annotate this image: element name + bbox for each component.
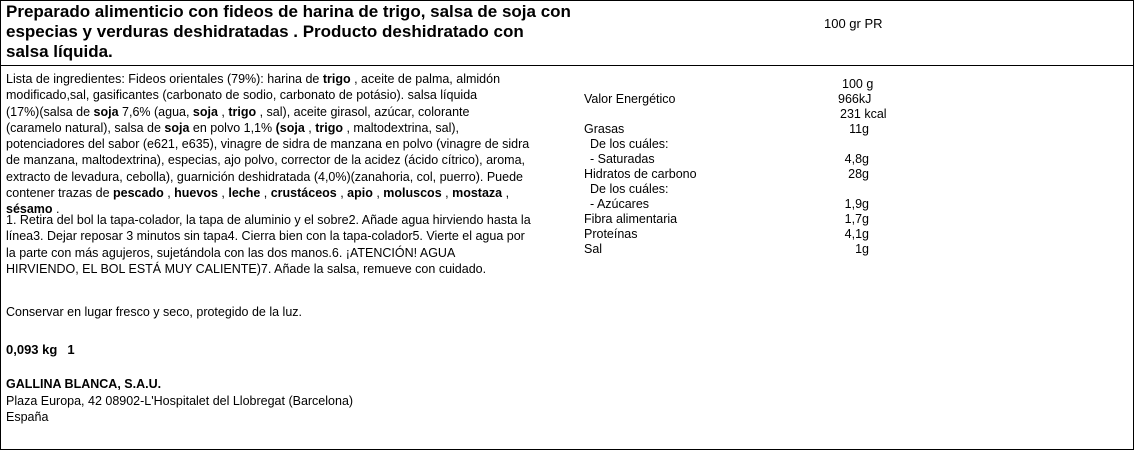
nutrient-label: Proteínas [584, 227, 638, 241]
nutrient-label: - Saturadas [590, 152, 655, 166]
company-name: GALLINA BLANCA, S.A.U. [6, 377, 162, 391]
allergen: trigo [315, 120, 343, 135]
preparation-line: línea3. Dejar reposar 3 minutos sin tapa4. Cierra bien con la tapa-colador5. Vierte el agua por [6, 229, 525, 244]
product-title [6, 2, 571, 62]
ingredients-line [6, 152, 529, 168]
allergen: (soja [275, 120, 305, 135]
ingredient-text: de manzana, maltodextrina), especias, ajo polvo, corrector de la acidez (ácido cítrico), aroma, [6, 153, 525, 168]
ingredient-text: , [260, 186, 271, 201]
nutrient-label: Sal [584, 242, 603, 256]
ingredients-line [6, 87, 529, 103]
energy-kj [838, 92, 871, 107]
nutrient-value: 11g [849, 122, 869, 136]
nutrient-label: De los cuáles: [590, 137, 669, 151]
net-weight: 0,093 kg [6, 342, 58, 357]
ingredient-text: en polvo 1,1% [189, 120, 276, 135]
energy-kj-value: 966 [838, 92, 859, 106]
ingredients-line [6, 169, 529, 185]
ingredient-text: , [163, 186, 175, 201]
allergen: trigo [228, 104, 257, 119]
ingredients-line [6, 185, 529, 201]
preparation-line: la parte con más agujeros, sujetándola con las dos manos.6. ¡ATENCIÓN! AGUA [6, 245, 456, 260]
nutrient-value: 4,1g [844, 227, 869, 241]
ingredient-text: , [336, 186, 348, 201]
ingredient-text: , [441, 186, 453, 201]
ingredient-text: Lista de ingredientes: Fideos orientales (79%): harina de [6, 72, 323, 86]
nutrient-label: De los cuáles: [590, 182, 669, 196]
preparation-instructions [6, 212, 531, 277]
nutrient-label: Hidratos de carbono [584, 167, 697, 181]
allergen: pescado [113, 186, 164, 201]
ingredients-line [6, 104, 529, 120]
nutrient-value: 1,7g [844, 212, 869, 226]
allergen: crustáceos [270, 186, 337, 201]
units-count: 1 [67, 342, 75, 357]
title-line: especias y verduras deshidratadas . Producto deshidratado con [6, 22, 524, 41]
nutrient-label: Grasas [584, 122, 625, 136]
allergen: huevos [174, 186, 218, 201]
energy-kcal-value: 231 [840, 107, 861, 121]
allergen: sésamo [6, 202, 53, 217]
ingredient-text: (caramelo natural), salsa de [6, 120, 165, 135]
storage-instructions: Conservar en lugar fresco y seco, protegido de la luz. [6, 305, 302, 319]
allergen: mostaza [452, 186, 503, 201]
preparation-line: HIRVIENDO, EL BOL ESTÁ MUY CALIENTE)7. Añade la salsa, remueve con cuidado. [6, 261, 487, 276]
company-info [6, 376, 353, 426]
allergen: trigo [322, 72, 351, 86]
allergen: soja [164, 120, 190, 135]
ingredient-text: , [502, 186, 510, 201]
allergen: soja [192, 104, 218, 119]
ingredient-text: (17%)(salsa de [6, 104, 94, 119]
ingredient-text: , maltodextrina, sal), [342, 120, 459, 135]
energy-kcal-unit: kcal [864, 107, 887, 121]
nutrient-value: 4,8g [844, 152, 869, 166]
company-country: España [6, 410, 49, 424]
allergen: moluscos [383, 186, 442, 201]
ingredient-text: , [372, 186, 384, 201]
allergen: soja [93, 104, 119, 119]
ingredient-text: . [52, 202, 60, 217]
ingredient-text: modificado,sal, gasificantes (carbonato de sodio, carbonato de potásio). salsa líquida [6, 88, 478, 103]
preparation-line: 1. Retira del bol la tapa-colador, la tapa de aluminio y el sobre2. Añade agua hirviendo hasta la [6, 213, 531, 227]
nutrient-label: Fibra alimentaria [584, 212, 678, 226]
nutrient-value: 1g [855, 242, 869, 256]
ingredients-line [6, 71, 529, 87]
energy-kcal [840, 107, 887, 122]
company-address: Plaza Europa, 42 08902-L'Hospitalet del Llobregat (Barcelona) [6, 393, 354, 408]
title-line: Preparado alimenticio con fideos de harina de trigo, salsa de soja con [6, 2, 571, 21]
divider [1, 65, 1133, 66]
ingredient-text: 7,6% (agua, [118, 104, 193, 119]
ingredient-text: , sal), aceite girasol, azúcar, colorante [256, 104, 470, 119]
reference-quantity: 100 gr PR [824, 16, 883, 31]
nutrient-label: - Azúcares [590, 197, 650, 211]
ingredients-line [6, 120, 529, 136]
ingredient-text: , [217, 186, 229, 201]
energy-kj-unit: kJ [858, 92, 872, 106]
ingredient-text: potenciadores del sabor (e621, e635), vinagre de sidra de manzana en polvo (vinagre de sidra [6, 137, 530, 152]
allergen: leche [228, 186, 261, 201]
energy-label: Valor Energético [584, 92, 676, 106]
ingredient-text: extracto de levadura, cebolla), guarnición deshidratada (4,0%)(zanahoria, col, puerro). Puede [6, 169, 523, 184]
nutrient-value: 28g [848, 167, 869, 181]
ingredients-line [6, 136, 529, 152]
ingredients-list [6, 71, 529, 218]
nutrition-column-header: 100 g [842, 77, 874, 91]
ingredient-text: , [217, 104, 229, 119]
ingredient-text: contener trazas de [6, 186, 114, 201]
allergen: apio [347, 186, 373, 201]
net-weight-row [6, 342, 85, 357]
ingredient-text: , aceite de palma, almidón [350, 72, 501, 86]
ingredient-text: , [304, 120, 316, 135]
nutrient-value: 1,9g [844, 197, 869, 211]
title-line: salsa líquida. [6, 42, 113, 61]
